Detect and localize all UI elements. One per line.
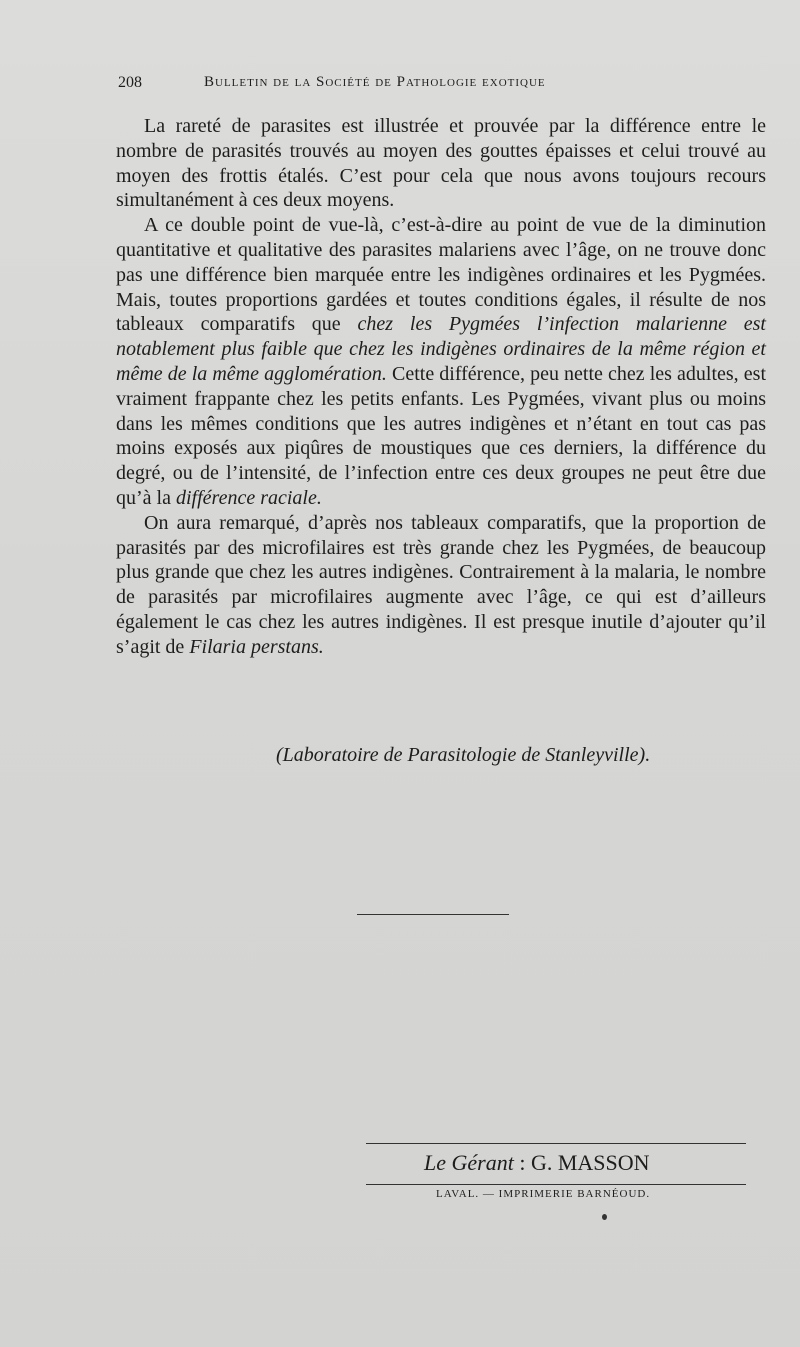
paragraph-3-text: On aura remarqué, d’après nos tableaux comparatifs, que la proportion de parasités par des microfilaires est très grande chez les Pygmées, de beaucoup plus grande que chez les autres indigènes. Contrairement à la malaria, le nombre de parasités par microfilaires augmente avec l’âge, ce qui est d’ailleurs également le cas chez les autres indigènes. Il est presque inutile d’ajouter qu’il s’agit de xyxy=(116,511,766,658)
gerant-name: G. MASSON xyxy=(530,1150,650,1175)
article-body xyxy=(116,114,766,660)
paragraph-2-emphasis-b: différence raciale. xyxy=(175,486,322,509)
section-divider xyxy=(357,914,509,915)
gerant-line xyxy=(424,1150,650,1176)
paragraph-2-text-b: Cette différence, peu nette chez les adultes, est vraiment frappante chez les petits enfants. Les Pygmées, vivant plus ou moins dans les mêmes conditions que les autres indigènes et n’étant en tout cas pas moins exposés aux piqûres de moustiques que ces derniers, la différence du degré, ou de l’intensité, de l’infection entre ces deux groupes ne peut être due qu’à la xyxy=(116,362,766,509)
printer-line: LAVAL. — IMPRIMERIE BARNÉOUD. xyxy=(436,1188,651,1200)
gerant-label: Le Gérant xyxy=(424,1150,514,1175)
running-title: Bulletin de la Société de Pathologie exotique xyxy=(204,74,546,90)
paragraph-3-emphasis: Filaria perstans. xyxy=(189,635,324,658)
footer-top-rule xyxy=(366,1143,746,1144)
laboratory-signature: (Laboratoire de Parasitologie de Stanleyville). xyxy=(276,744,651,766)
paragraph-2 xyxy=(116,213,766,511)
paragraph-3 xyxy=(116,511,766,660)
paragraph-2-emphasis-a: chez les Pygmées l’infection malarienne est notablement plus faible que chez les indigènes ordinaires de la même région et même de la même agglomération. xyxy=(116,313,766,385)
footer-bottom-rule xyxy=(366,1184,746,1185)
ink-dot xyxy=(602,1214,607,1220)
paragraph-2-text-a: A ce double point de vue-là, c’est-à-dire au point de vue de la diminution quantitative et qualitative des parasites malariens avec l’âge, on ne trouve donc pas une différence bien marquée entre les indigènes ordinaires et les Pygmées. Mais, toutes proportions gardées et toutes conditions égales, il résulte de nos tableaux comparatifs que xyxy=(116,214,766,336)
page-number: 208 xyxy=(118,74,142,91)
gerant-separator: : xyxy=(513,1150,531,1175)
paragraph-1: La rareté de parasites est illustrée et prouvée par la différence entre le nombre de parasités trouvés au moyen des gouttes épaisses et celui trouvé au moyen des frottis étalés. C’est pour cela que nous avons toujours recours simultanément à ces deux moyens. xyxy=(116,115,766,212)
